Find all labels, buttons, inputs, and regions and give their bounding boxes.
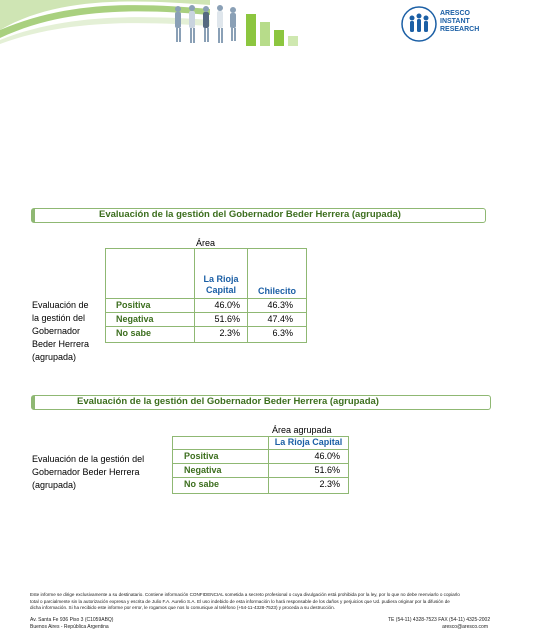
logo-line: ARESCO [440,10,470,17]
table-divider [172,449,348,450]
table-cell: 51.6% [214,314,240,324]
section1-area-label: Área [196,238,216,248]
disclaimer-line: Este informe se dirige exclusivamente a su destinatario. Contiene información CONFIDENCIAL sometida a secreto profesional o cuya divulgación está prohibida por la ley, por lo que no debe reenviarlo o copiarlo [30,592,460,597]
column-header-line: Chilecito [257,286,296,296]
table-cell: 46.0% [314,451,340,461]
table-row-label: Positiva [184,451,219,461]
table-cell: 51.6% [314,465,340,475]
row-header-line: Evaluación de [32,300,89,310]
logo-line: INSTANT [440,18,470,25]
people-graphic [168,4,240,46]
table-cell: 2.3% [319,479,340,489]
column-header-line: Capital [205,285,236,295]
table-divider [105,312,306,313]
section1-column-header [195,274,247,296]
row-header-line: (agrupada) [32,352,77,362]
table-cell: 46.3% [267,300,293,310]
table-row-label: Negativa [116,314,154,324]
table-divider [172,463,348,464]
section2-column-header: La Rioja Capital [274,437,343,447]
row-header-line: Gobernador Beder Herrera [32,467,140,477]
footer-address [30,617,113,630]
address-line: Av. Santa Fe 936 Piso 3 (C1059ABQ) [30,617,114,623]
section2-area-label: Área agrupada [272,425,332,435]
contact-line: TE (54-11) 4328-7523 FAX (54-11) 4325-2002 [388,617,491,623]
table-row-label: Negativa [184,465,222,475]
address-line: Buenos Aires - República Argentina [30,623,109,630]
table-cell: 46.0% [214,300,240,310]
table-row-label: No sabe [184,479,220,489]
row-header-line: Beder Herrera [32,339,90,349]
section2-title-box [31,395,491,410]
table-cell: 2.3% [219,328,240,338]
table-divider [172,477,348,478]
logo-line: RESEARCH [440,26,480,33]
row-header-line: Gobernador [32,326,81,336]
section2-row-header [32,453,144,492]
row-header-line: la gestión del [32,313,86,323]
section1-title: Evaluación de la gestión del Gobernador Beder Herrera (agrupada) [99,209,401,220]
section1-column-header [248,286,306,297]
section2-title: Evaluación de la gestión del Gobernador Beder Herrera (agrupada) [77,396,379,407]
aresco-logo-icon [400,4,438,44]
aresco-logo-text [440,10,479,34]
row-header-line: Evaluación de la gestión del [32,454,145,464]
table-row-label: Positiva [116,300,151,310]
contact-line: aresco@aresco.com [442,623,488,630]
footer-disclaimer [30,592,500,612]
table-row-label: No sabe [116,328,152,338]
table-cell: 6.3% [272,328,293,338]
footer-contact [388,617,491,630]
table-divider [105,298,306,299]
disclaimer-line: dicha información. Si ha recibido este informe por error, le rogamos que nos lo comunique al teléfono (+54-11-4328-7523) y proceda a su destrucción. [30,605,335,610]
section1-row-header [32,299,89,364]
disclaimer-line: total o parcialmente sin la autorización expresa y escrita de Julio F.A. Aurelio S.A. El uso indebido de esta información lo hará responsable de los daños y perjuicios que Ud. pudiera originar por la difusión de [30,598,450,604]
column-header-line: La Rioja [203,274,239,284]
bar-graphic [244,12,308,46]
table-cell: 47.4% [267,314,293,324]
row-header-line: (agrupada) [32,480,77,490]
section1-title-box [31,208,486,223]
table-divider [105,326,306,327]
